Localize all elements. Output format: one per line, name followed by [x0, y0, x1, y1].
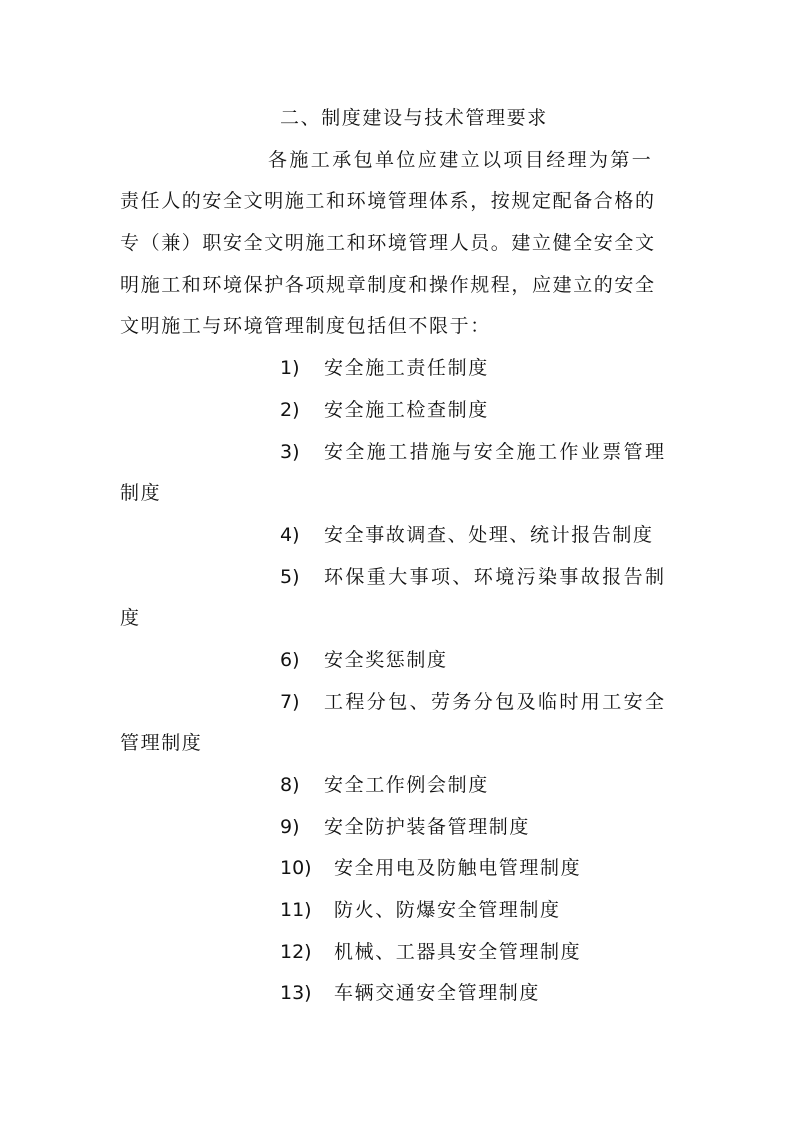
list-item	[120, 557, 672, 599]
list-item-text: 安全施工责任制度	[324, 357, 489, 380]
list-item-text: 安全用电及防触电管理制度	[334, 857, 582, 880]
paragraph-line: 责任人的安全文明施工和环境管理体系，按规定配备合格的	[120, 190, 656, 213]
list-item-text: 工程分包、劳务分包及临时用工安全	[324, 690, 667, 713]
list-item-number: 4)	[280, 523, 300, 546]
list-item-text: 车辆交通安全管理制度	[334, 982, 541, 1005]
paragraph-line: 明施工和环境保护各项规章制度和操作规程，应建立的安全	[120, 273, 656, 296]
list-item-text: 安全施工检查制度	[324, 398, 489, 421]
list-item	[120, 390, 672, 432]
list-item-text: 安全奖惩制度	[324, 648, 448, 671]
list-item-continuation: 制度	[120, 482, 162, 505]
list-item	[120, 682, 672, 724]
list-item-number: 9)	[280, 815, 300, 838]
list-item-number: 3)	[280, 440, 300, 463]
list-item-text: 安全事故调查、处理、统计报告制度	[324, 523, 654, 546]
list-item-continuation: 管理制度	[120, 732, 203, 755]
list-item	[120, 932, 672, 974]
list-item-text: 安全施工措施与安全施工作业票管理	[324, 440, 667, 463]
paragraph-line: 专（兼）职安全文明施工和环境管理人员。建立健全安全文	[120, 232, 656, 255]
paragraph-line: 文明施工与环境管理制度包括但不限于：	[120, 315, 491, 338]
list-item	[120, 515, 672, 557]
list-item-continuation: 度	[120, 607, 141, 630]
list-item	[120, 807, 672, 849]
list-item	[120, 348, 672, 390]
list-item-number: 2)	[280, 398, 300, 421]
list-item	[120, 640, 672, 682]
list-item-number: 1)	[280, 357, 300, 380]
list-item-number: 13)	[280, 982, 312, 1005]
list-item	[120, 765, 672, 807]
list-item-text: 安全工作例会制度	[324, 774, 489, 796]
list-item-text: 安全防护装备管理制度	[324, 815, 531, 838]
list-item-number: 10)	[280, 857, 312, 880]
list-item-number: 11)	[280, 899, 312, 922]
list-item	[120, 890, 672, 932]
list-item-number: 5)	[280, 565, 300, 588]
paragraph-line: 各施工承包单位应建立以项目经理为第一	[268, 148, 654, 171]
section-heading: 二、制度建设与技术管理要求	[280, 107, 548, 129]
list-item-number: 7)	[280, 690, 300, 713]
list-item	[120, 848, 672, 890]
list-item-text: 机械、工器具安全管理制度	[334, 940, 582, 963]
list-item-number: 8)	[280, 774, 300, 796]
list-item-number: 6)	[280, 648, 300, 671]
list-item-text: 环保重大事项、环境污染事故报告制	[324, 565, 667, 588]
document-body	[120, 98, 672, 1015]
list-item	[120, 432, 672, 474]
list-item	[120, 973, 672, 1015]
list-item-number: 12)	[280, 940, 312, 963]
list-item-text: 防火、防爆安全管理制度	[334, 899, 561, 922]
